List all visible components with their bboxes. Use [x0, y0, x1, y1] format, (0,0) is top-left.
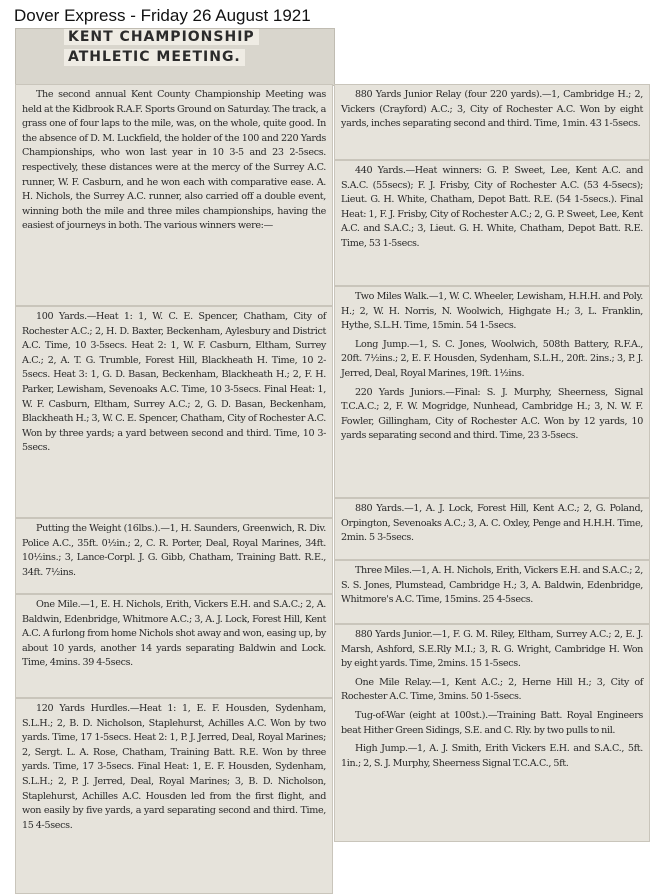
result-220-yards-juniors: 220 Yards Juniors.—Final: S. J. Murphy, Sheerness, Signal T.C.A.C.; 2, F. W. Mogridge, Nunhead, Cambridge H.; 3, N. W. F. Fowler, Gillingham, City of Rochester A.C. Won by 12 yards, 10 yards separating second and third. Time, 23 3-5secs. [341, 386, 643, 442]
result-880-yards-junior: 880 Yards Junior.—1, F. G. M. Riley, Eltham, Surrey A.C.; 2, E. J. Marsh, Ashford, S.E.Rly M.I.; 3, R. G. Wright, Cambridge H. Won by eight yards. Time, 2mins. 15 1-5secs. [341, 629, 643, 670]
clipping-one-mile [15, 594, 333, 698]
clipping-880-junior [334, 624, 650, 842]
clipping-880-yards [334, 498, 650, 560]
result-long-jump: Long Jump.—1, S. C. Jones, Woolwich, 508th Battery, R.F.A., 20ft. 7½ins.; 2, E. F. Housden, Sydenham, S.L.H., 20ft. 2ins.; 3, P. J. Jerred, Deal, Royal Marines, 19ft. 1½ins. [341, 338, 643, 379]
headline-line-1: KENT CHAMPIONSHIP [64, 29, 259, 45]
result-three-miles: Three Miles.—1, A. H. Nichols, Erith, Vickers E.H. and S.A.C.; 2, S. S. Jones, Plumstead, Cambridge H.; 3, A. Baldwin, Edenbridge, Whitmore's A.C. Time, 15mins. 25 4-5secs. [341, 565, 643, 606]
result-one-mile: One Mile.—1, E. H. Nichols, Erith, Vickers E.H. and S.A.C.; 2, A. Baldwin, Edenbridge, Whitmore A.C.; 3, A. J. Lock, Forest Hill, Kent A.C. A furlong from home Nichols shot away and won, easing up, by about 10 yards, another 14 yards separating Baldwin and Lock. Time, 4mins. 39 4-5secs. [22, 599, 326, 669]
clipping-junior-relay [334, 84, 650, 160]
clipping-intro [15, 84, 333, 306]
result-junior-relay: 880 Yards Junior Relay (four 220 yards).—1, Cambridge H.; 2, Vickers (Crayford) A.C.; 3, City of Rochester A.C. Won by eight yards, inches separating second and third. Time, 1min. 43 1-5secs. [341, 89, 643, 130]
clipping-hurdles [15, 698, 333, 894]
headline-line-2: ATHLETIC MEETING. [64, 49, 245, 66]
result-one-mile-relay: One Mile Relay.—1, Kent A.C.; 2, Herne Hill H.; 3, City of Rochester A.C. Time, 3mins. 50 1-5secs. [341, 676, 643, 703]
result-putting-weight: Putting the Weight (16lbs.).—1, H. Saunders, Greenwich, R. Div. Police A.C., 35ft. 0½in.; 2, C. R. Porter, Deal, Royal Marines, 34ft. 10½ins.; 3, Lance-Corpl. J. G. Gibb, Chatham, Training Batt. R.E., 34ft. 7½ins. [22, 523, 326, 578]
clipping-walk-jump [334, 286, 650, 498]
result-880-yards: 880 Yards.—1, A. J. Lock, Forest Hill, Kent A.C.; 2, G. Poland, Orpington, Sevenoaks A.C.; 3, A. C. Oxley, Penge and H.H.H. Time, 2min. 5 3-5secs. [341, 503, 643, 544]
headline-clipping [15, 28, 335, 86]
result-440-yards: 440 Yards.—Heat winners: G. P. Sweet, Lee, Kent A.C. and S.A.C. (55secs); F. J. Frisby, City of Rochester A.C. (53 4-5secs); Lieut. G. H. White, Chatham, Depot Batt. R.E. (54 1-5secs.). Final Heat: 1, F. J. Frisby, City of Rochester A.C.; 2, G. P. Sweet, Lee, Kent A.C. and S.A.C.; 3, Lieut. G. H. White, Chatham, Depot Batt. R.E. Time, 53 1-5secs. [341, 165, 643, 249]
article-intro: The second annual Kent County Championship Meeting was held at the Kidbrook R.A.F. Sports Ground on Saturday. The track, a grass one of four laps to the mile, was, on the whole, quite good. In the absence of D. M. Luckfield, the holder of the 100 and 220 Yards Championships, who won last year in 10 3-5 and 23 2-5secs. respectively, these distances were at the mercy of the Surrey A.C. runner, W. F. Casburn, and he won each with comparative ease. A. H. Nichols, the Surrey A.C. runner, also carried off a double event, winning both the mile and three miles championships, having the easiest of journeys in both. The various winners were:— [22, 89, 326, 232]
result-hurdles: 120 Yards Hurdles.—Heat 1: 1, E. F. Housden, Sydenham, S.L.H.; 2, B. D. Nicholson, Staplehurst, Achilles A.C. Won by two yards. Time, 17 1-5secs. Heat 2: 1, P. J. Jerred, Deal, Royal Marines; 2, Sergt. L. A. Rose, Chatham, Training Batt. R.E. Won by three yards. Time, 17 3-5secs. Final Heat: 1, E. F. Housden, Sydenham, S.L.H.; 2, P. J. Jerred, Deal, Royal Marines; 3, B. D. Nicholson, Staplehurst, Achilles A.C. Housden led from the first flight, and won easily by five yards, a yard separating second and third. Time, 15 4-5secs. [22, 703, 326, 831]
clipping-100-yards [15, 306, 333, 518]
image-caption: Dover Express - Friday 26 August 1921 [14, 6, 311, 25]
clipping-putting-weight [15, 518, 333, 594]
result-high-jump: High Jump.—1, A. J. Smith, Erith Vickers E.H. and S.A.C., 5ft. 1in.; 2, S. J. Murphy, Sheerness Signal T.C.A.C., 5ft. [341, 743, 643, 769]
clipping-440-yards [334, 160, 650, 286]
clipping-three-miles [334, 560, 650, 624]
result-100-yards: 100 Yards.—Heat 1: 1, W. C. E. Spencer, Chatham, City of Rochester A.C.; 2, H. D. Baxter, Beckenham, Aylesbury and District A.C. Time, 10 3-5secs. Heat 2: 1, W. F. Casburn, Eltham, Surrey A.C.; 2, A. T. G. Trumble, Forest Hill, Blackheath H. Time, 10 2-5secs. Heat 3: 1, G. D. Basan, Beckenham, Blackheath H.; 2, F. H. Parker, Lewisham, Sevenoaks A.C. Time, 10 3-5secs. Final Heat: 1, W. F. Casburn, Eltham, Surrey A.C.; 2, G. D. Basan, Beckenham, Blackheath H.; 3, W. C. E. Spencer, Chatham, City of Rochester A.C. Won by three yards; a yard between second and third. Time, 10 3-5secs. [22, 311, 326, 454]
result-tug-of-war: Tug-of-War (eight at 100st.).—Training Batt. Royal Engineers beat Hither Green Sidings, S.E. and C. Rly. by two pulls to nil. [341, 709, 643, 736]
result-two-miles-walk: Two Miles Walk.—1, W. C. Wheeler, Lewisham, H.H.H. and Poly. H.; 2, W. H. Norris, N. Woolwich, Highgate H.; 3, L. Franklin, Hythe, S.L.H. Time, 15min. 54 1-5secs. [341, 291, 643, 332]
